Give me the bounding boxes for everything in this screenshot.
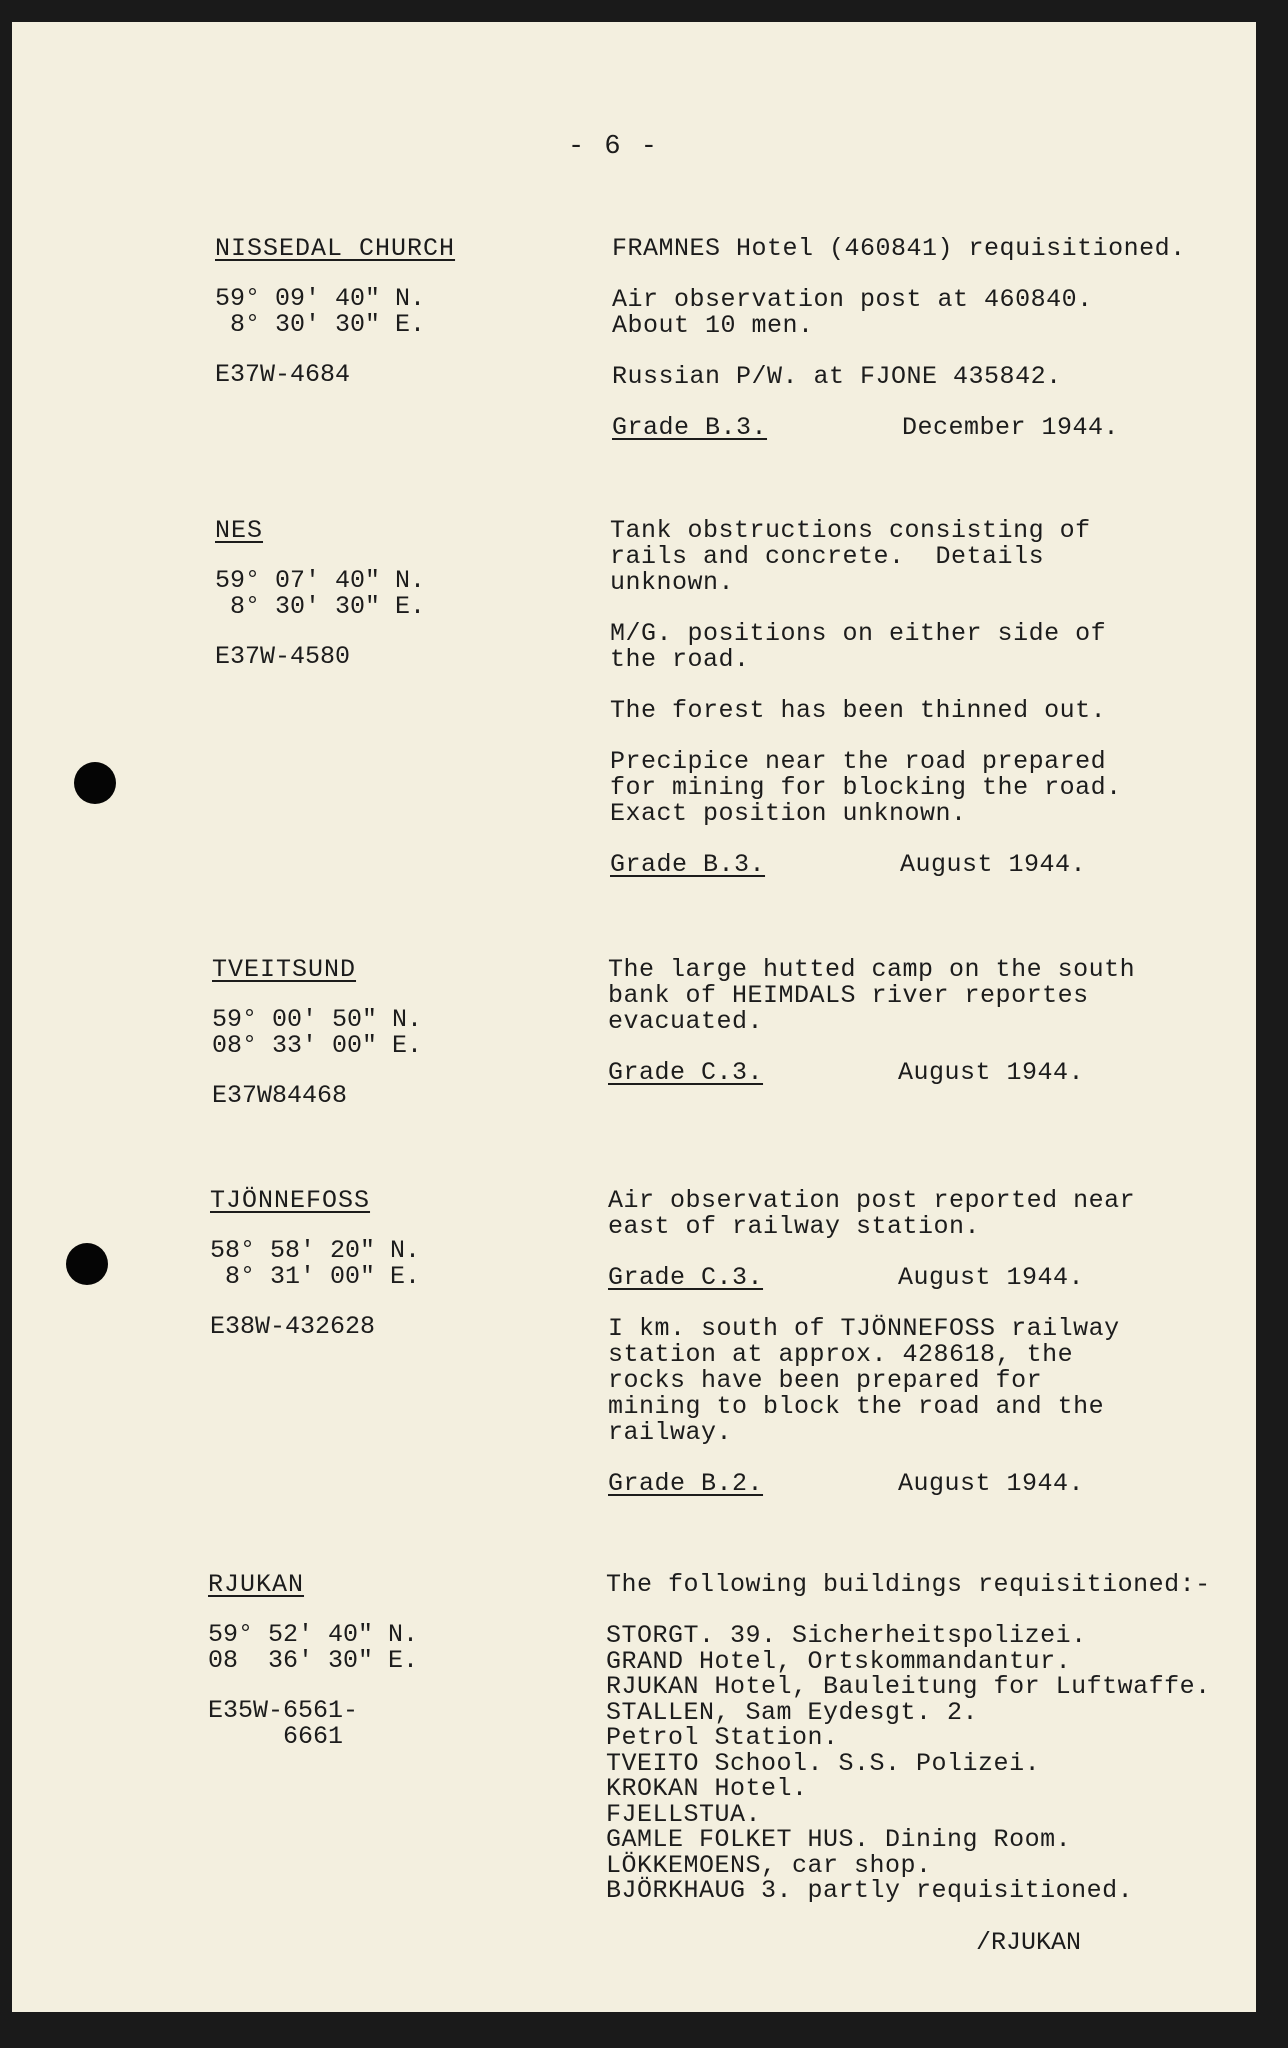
- report-paragraph: Air observation post at 460840. About 10 men.: [612, 285, 1093, 340]
- coordinates: [210, 1238, 420, 1290]
- coordinates: [215, 286, 455, 338]
- grade-line: [608, 1265, 1248, 1291]
- longitude: 8° 30' 30" E.: [215, 310, 426, 339]
- longitude: 8° 30' 30" E.: [215, 592, 426, 621]
- building-item: Petrol Station.: [606, 1723, 839, 1752]
- grade-line: [608, 1471, 1248, 1497]
- entry-report: [606, 1572, 1246, 1904]
- building-item: KROKAN Hotel.: [606, 1774, 808, 1803]
- report-paragraph: FRAMNES Hotel (460841) requisitioned.: [612, 234, 1186, 263]
- report-paragraph: The large hutted camp on the south bank of HEIMDALS river reportes evacuated.: [608, 955, 1136, 1036]
- building-item: STALLEN, Sam Eydesgt. 2.: [606, 1697, 979, 1727]
- source-grade: Grade B.3.: [610, 850, 766, 879]
- place-name: RJUKAN: [208, 1570, 305, 1599]
- report-paragraph: Russian P/W. at FJONE 435842.: [612, 362, 1062, 391]
- report-paragraph: The forest has been thinned out.: [610, 696, 1107, 725]
- entry-report: [608, 1188, 1248, 1522]
- map-reference: E37W-4580: [215, 642, 351, 671]
- report-date: December 1944.: [902, 413, 1120, 442]
- building-item: STORGT. 39. Sicherheitspolizei.: [606, 1621, 1087, 1650]
- source-grade: Grade C.3.: [608, 1263, 764, 1292]
- place-name: NES: [215, 516, 264, 545]
- building-item: GRAND Hotel, Ortskommandantur.: [606, 1646, 1072, 1676]
- latitude: 59° 52' 40" N.: [208, 1620, 419, 1649]
- map-reference: E35W-6561- 6661: [208, 1696, 359, 1751]
- page-number: - 6 -: [568, 132, 660, 162]
- map-reference: E37W84468: [212, 1081, 348, 1110]
- coordinates: [215, 568, 425, 620]
- entry-location: [208, 1572, 418, 1750]
- building-item: FJELLSTUA.: [606, 1799, 762, 1829]
- building-item: GAMLE FOLKET HUS. Dining Room.: [606, 1825, 1072, 1854]
- grade-line: [612, 415, 1252, 441]
- source-grade: Grade B.3.: [612, 413, 768, 442]
- entry-location: [210, 1188, 420, 1340]
- latitude: 59° 07' 40" N.: [215, 566, 426, 595]
- place-name: TJÖNNEFOSS: [210, 1186, 371, 1215]
- longitude: 08 36' 30" E.: [208, 1646, 419, 1675]
- punch-hole-bottom: [66, 1243, 108, 1285]
- longitude: 8° 31' 00" E.: [210, 1262, 421, 1291]
- latitude: 59° 09' 40" N.: [215, 284, 426, 313]
- entry-location: [212, 957, 422, 1109]
- map-reference: E37W-4684: [215, 360, 351, 389]
- entry-location: [215, 236, 455, 388]
- building-item: TVEITO School. S.S. Polizei.: [606, 1748, 1041, 1778]
- grade-line: [608, 1060, 1248, 1086]
- entry-report: [612, 236, 1252, 466]
- building-item: BJÖRKHAUG 3. partly requisitioned.: [606, 1876, 1134, 1905]
- report-date: August 1944.: [898, 1469, 1085, 1498]
- longitude: 08° 33' 00" E.: [212, 1031, 423, 1060]
- report-date: August 1944.: [898, 1058, 1085, 1087]
- building-item: LÖKKEMOENS, car shop.: [606, 1850, 932, 1880]
- report-paragraph: Precipice near the road prepared for mining for blocking the road. Exact position unknown.: [610, 747, 1122, 828]
- catchword: /RJUKAN: [976, 1928, 1082, 1957]
- place-name: TVEITSUND: [212, 955, 357, 984]
- place-name: NISSEDAL CHURCH: [215, 234, 456, 263]
- entry-report: [610, 518, 1250, 903]
- report-date: August 1944.: [898, 1263, 1085, 1292]
- latitude: 59° 00' 50" N.: [212, 1005, 423, 1034]
- source-grade: Grade C.3.: [608, 1058, 764, 1087]
- report-paragraph: M/G. positions on either side of the road.: [610, 619, 1107, 674]
- latitude: 58° 58' 20" N.: [210, 1236, 421, 1265]
- coordinates: [208, 1622, 418, 1674]
- report-paragraph: Air observation post reported near east of railway station.: [608, 1186, 1136, 1241]
- coordinates: [212, 1007, 422, 1059]
- entry-location: [215, 518, 425, 670]
- building-item: RJUKAN Hotel, Bauleitung for Luftwaffe.: [606, 1672, 1211, 1701]
- report-intro: The following buildings requisitioned:-: [606, 1570, 1211, 1599]
- report-paragraph: Tank obstructions consisting of rails and concrete. Details unknown.: [610, 516, 1091, 597]
- report-date: August 1944.: [900, 850, 1087, 879]
- source-grade: Grade B.2.: [608, 1469, 764, 1498]
- requisitioned-buildings-list: [606, 1623, 1246, 1904]
- map-reference: E38W-432628: [210, 1312, 376, 1341]
- entry-report: [608, 957, 1248, 1111]
- grade-line: [610, 852, 1250, 878]
- report-paragraph: I km. south of TJÖNNEFOSS railway station at approx. 428618, the rocks have been prepared for mining to block the road and the railway.: [608, 1314, 1120, 1447]
- punch-hole-top: [74, 762, 116, 804]
